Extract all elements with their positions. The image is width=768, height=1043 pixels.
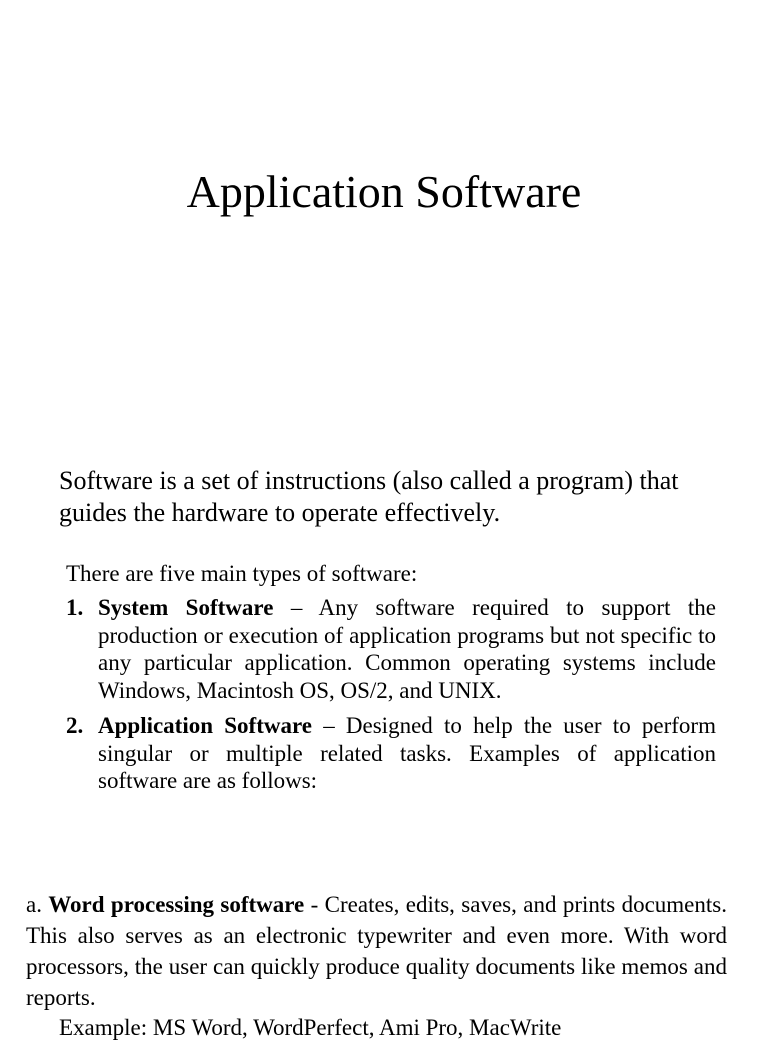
types-lead-text: There are five main types of software: — [66, 561, 418, 586]
list-item-term: Application Software — [98, 713, 312, 738]
intro-paragraph: Software is a set of instructions (also called a program) that guides the hardware to operate effectively. — [59, 466, 679, 527]
list-item-description: – Any software required to support the production or execution of application programs but not specific to any particular application. Common operating systems include Windows, Macintosh OS, OS/2, and UNIX. — [98, 595, 716, 703]
list-item-term: System Software — [98, 595, 274, 620]
software-types-list — [66, 594, 716, 803]
list-item-number: 2. — [66, 713, 84, 738]
example-line: Example: MS Word, WordPerfect, Ami Pro, MacWrite — [59, 1015, 562, 1040]
item-term: Word processing software — [48, 892, 305, 917]
page-title: Application Software — [186, 166, 582, 217]
item-description: - Creates, edits, saves, and prints documents. This also serves as an electronic typewriter and even more. With word processors, the user can quickly produce quality documents like memos and reports. — [26, 892, 727, 1010]
list-item-description: – Designed to help the user to perform singular or multiple related tasks. Examples of application software are as follows: — [98, 713, 716, 793]
list-item-number: 1. — [66, 595, 84, 620]
item-prefix: a. — [26, 892, 49, 917]
list-item — [66, 594, 716, 704]
word-processing-paragraph — [26, 889, 727, 1013]
list-item — [66, 712, 716, 795]
